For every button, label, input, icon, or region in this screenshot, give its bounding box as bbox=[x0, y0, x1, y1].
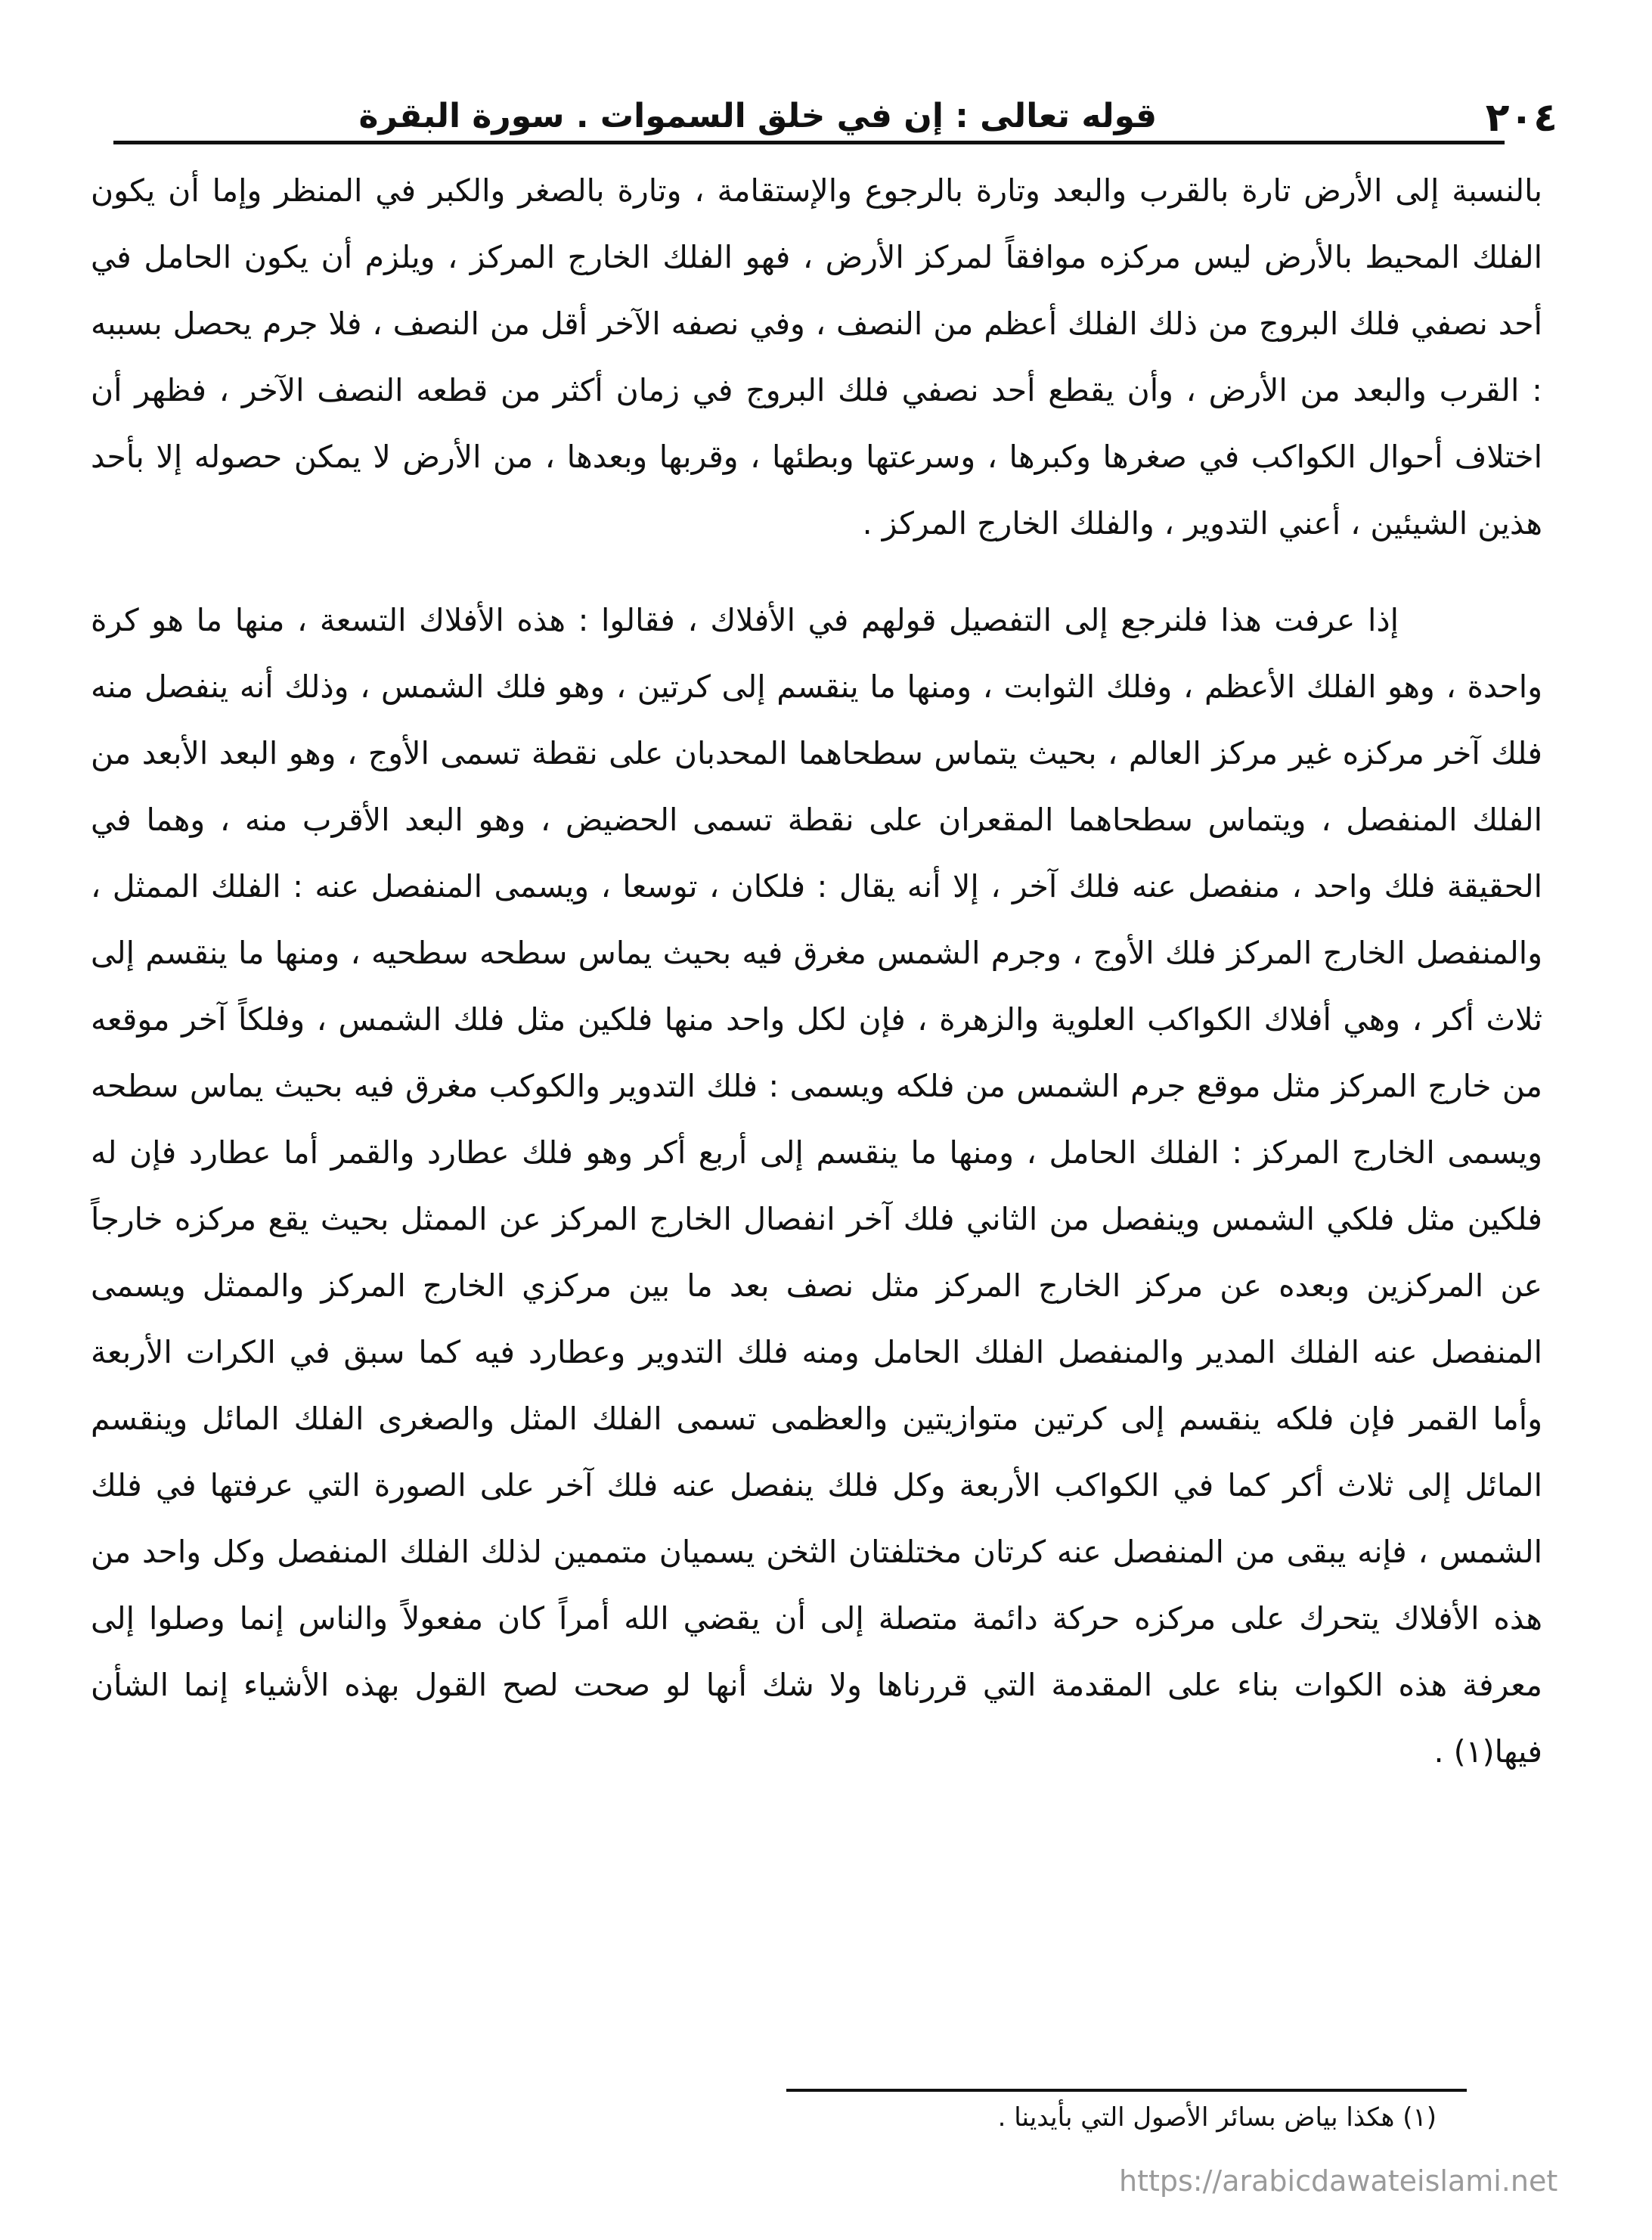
footnote: (١) هكذا بياض بسائر الأصول التي بأيدينا . bbox=[997, 2102, 1437, 2133]
paragraph-1: بالنسبة إلى الأرض تارة بالقرب والبعد وتارة بالرجوع والإستقامة ، وتارة بالصغر والكبر في المنظر وإما أن يكون الفلك المحيط بالأرض ليس مركزه موافقاً لمركز الأرض ، فهو الفلك الخارج المركز ، ويلزم أن يكون الحامل في أحد نصفي فلك البروج من ذلك الفلك أعظم من النصف ، وفي نصفه الآخر أقل من النصف ، فلا جرم يحصل بسببه : القرب والبعد من الأرض ، وأن يقطع أحد نصفي فلك البروج في زمان أكثر من قطعه النصف الآخر ، فظهر أن اختلاف أحوال الكواكب في صغرها وكبرها ، وسرعتها وبطئها ، وقربها وبعدها ، من الأرض لا يمكن حصوله إلا بأحد هذين الشيئين ، أعني التدوير ، والفلك الخارج المركز . bbox=[91, 172, 1542, 541]
watermark-url: https://arabicdawateislami.net bbox=[1119, 2164, 1558, 2198]
header-rule bbox=[113, 141, 1505, 144]
page-number: ٢٠٤ bbox=[1485, 95, 1557, 141]
body-text bbox=[91, 157, 1542, 1785]
paragraph-2: إذا عرفت هذا فلنرجع إلى التفصيل قولهم في الأفلاك ، فقالوا : هذه الأفلاك التسعة ، منها ما هو كرة واحدة ، وهو الفلك الأعظم ، وفلك الثوابت ، ومنها ما ينقسم إلى كرتين ، وهو فلك الشمس ، وذلك أنه ينفصل منه فلك آخر مركزه غير مركز العالم ، بحيث يتماس سطحاهما المحدبان على نقطة تسمى الأوج ، وهو البعد الأبعد من الفلك المنفصل ، ويتماس سطحاهما المقعران على نقطة تسمى الحضيض ، وهو البعد الأقرب منه ، وهما في الحقيقة فلك واحد ، منفصل عنه فلك آخر ، إلا أنه يقال : فلكان ، توسعا ، ويسمى المنفصل عنه : الفلك الممثل ، والمنفصل الخارج المركز فلك الأوج ، وجرم الشمس مغرق فيه بحيث يماس سطحه سطحيه ، ومنها ما ينقسم إلى ثلاث أكر ، وهي أفلاك الكواكب العلوية والزهرة ، فإن لكل واحد منها فلكين مثل فلك الشمس ، وفلكاً آخر موقعه من خارج المركز مثل موقع جرم الشمس من فلكه ويسمى : فلك التدوير والكوكب مغرق فيه بحيث يماس سطحه ويسمى الخارج المركز : الفلك الحامل ، ومنها ما ينقسم إلى أربع أكر وهو فلك عطارد والقمر أما عطارد فإن له فلكين مثل فلكي الشمس وينفصل من الثاني فلك آخر انفصال الخارج المركز عن الممثل بحيث يقع مركزه خارجاً عن المركزين وبعده عن مركز الخارج المركز مثل نصف بعد ما بين مركزي الخارج المركز والممثل ويسمى المنفصل عنه الفلك المدير والمنفصل الفلك الحامل ومنه فلك التدوير وعطارد فيه كما سبق في الكرات الأربعة وأما القمر فإن فلكه ينقسم إلى كرتين متوازيتين والعظمى تسمى الفلك المثل والصغرى الفلك المائل وينقسم المائل إلى ثلاث أكر كما في الكواكب الأربعة وكل فلك ينفصل عنه فلك آخر على الصورة التي عرفتها في فلك الشمس ، فإنه يبقى من المنفصل عنه كرتان مختلفتان الثخن يسميان متممين لذلك الفلك المنفصل وكل واحد من هذه الأفلاك يتحرك على مركزه حركة دائمة متصلة إلى أن يقضي الله أمراً كان مفعولاً والناس إنما وصلوا إلى معرفة هذه الكوات بناء على المقدمة التي قررناها ولا شك أنها لو صحت لصح القول بهذه الأشياء إنما الشأن فيها(١) . bbox=[91, 602, 1542, 1770]
running-title: قوله تعالى : إن في خلق السموات . سورة البقرة bbox=[358, 97, 1157, 135]
footnote-rule bbox=[786, 2089, 1467, 2092]
